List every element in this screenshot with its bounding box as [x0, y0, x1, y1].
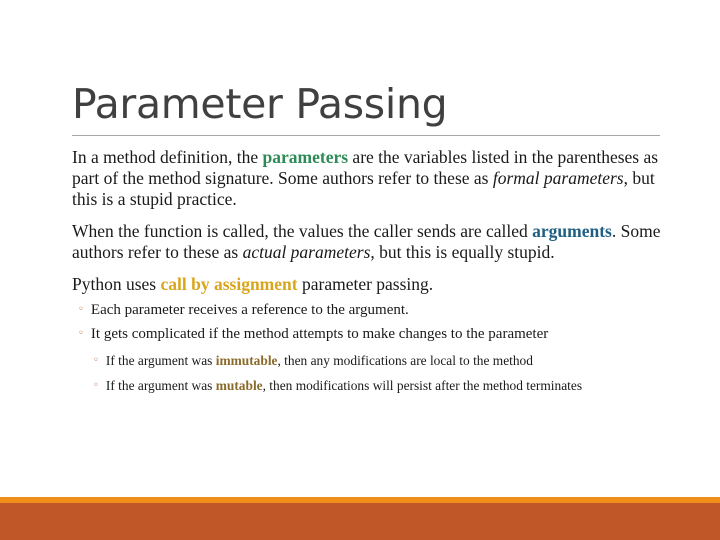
- bullet-item: [78, 299, 672, 323]
- slide-title: Parameter Passing: [72, 80, 448, 128]
- bullet-list: [72, 299, 672, 399]
- text-run: Python uses: [72, 274, 161, 294]
- slide-body: [72, 147, 672, 399]
- text-run: When the function is called, the values the caller sends are called: [72, 221, 533, 241]
- footer-bar: [0, 503, 720, 540]
- paragraph-arguments: [72, 221, 672, 263]
- text-run: parameter passing.: [297, 274, 434, 294]
- keyword-parameters: parameters: [262, 147, 349, 167]
- keyword-mutable: mutable: [215, 378, 263, 393]
- text-run: , then modifications will persist after the method terminates: [262, 378, 583, 393]
- bullet-circle-icon: ◦: [78, 304, 84, 315]
- bullet-circle-icon: ◦: [78, 328, 84, 339]
- bullet-circle-icon: ◦: [93, 380, 99, 391]
- text-run: , but this is a stupid practice.: [72, 168, 655, 209]
- emphasis-actual-parameters: actual parameters: [242, 242, 371, 262]
- text-run: , but this is equally stupid.: [370, 242, 555, 262]
- text-run: , then any modifications are local to the method: [277, 353, 533, 368]
- sub-bullet-item: [93, 349, 672, 374]
- title-divider: [72, 135, 660, 136]
- bullet-text: Each parameter receives a reference to the argument.: [90, 302, 409, 318]
- bullet-item: [78, 323, 672, 399]
- text-run: are the variables listed in the parentheses as part of the method signature. Some authors refer to these as: [72, 147, 659, 188]
- text-run: In a method definition, the: [72, 147, 263, 167]
- text-run: . Some authors refer to these as: [72, 221, 661, 262]
- bullet-circle-icon: ◦: [93, 355, 99, 366]
- sub-bullet-list: [78, 349, 672, 399]
- text-run: If the argument was: [105, 378, 216, 393]
- paragraph-parameters: [72, 147, 672, 210]
- text-run: If the argument was: [105, 353, 216, 368]
- bullet-text: It gets complicated if the method attempts to make changes to the parameter: [90, 326, 549, 342]
- sub-bullet-item: [93, 374, 672, 399]
- keyword-call-by-assignment: call by assignment: [160, 274, 298, 294]
- paragraph-call-by-assignment: [72, 274, 672, 295]
- keyword-arguments: arguments: [532, 221, 612, 241]
- emphasis-formal-parameters: formal parameters: [492, 168, 624, 188]
- keyword-immutable: immutable: [215, 353, 278, 368]
